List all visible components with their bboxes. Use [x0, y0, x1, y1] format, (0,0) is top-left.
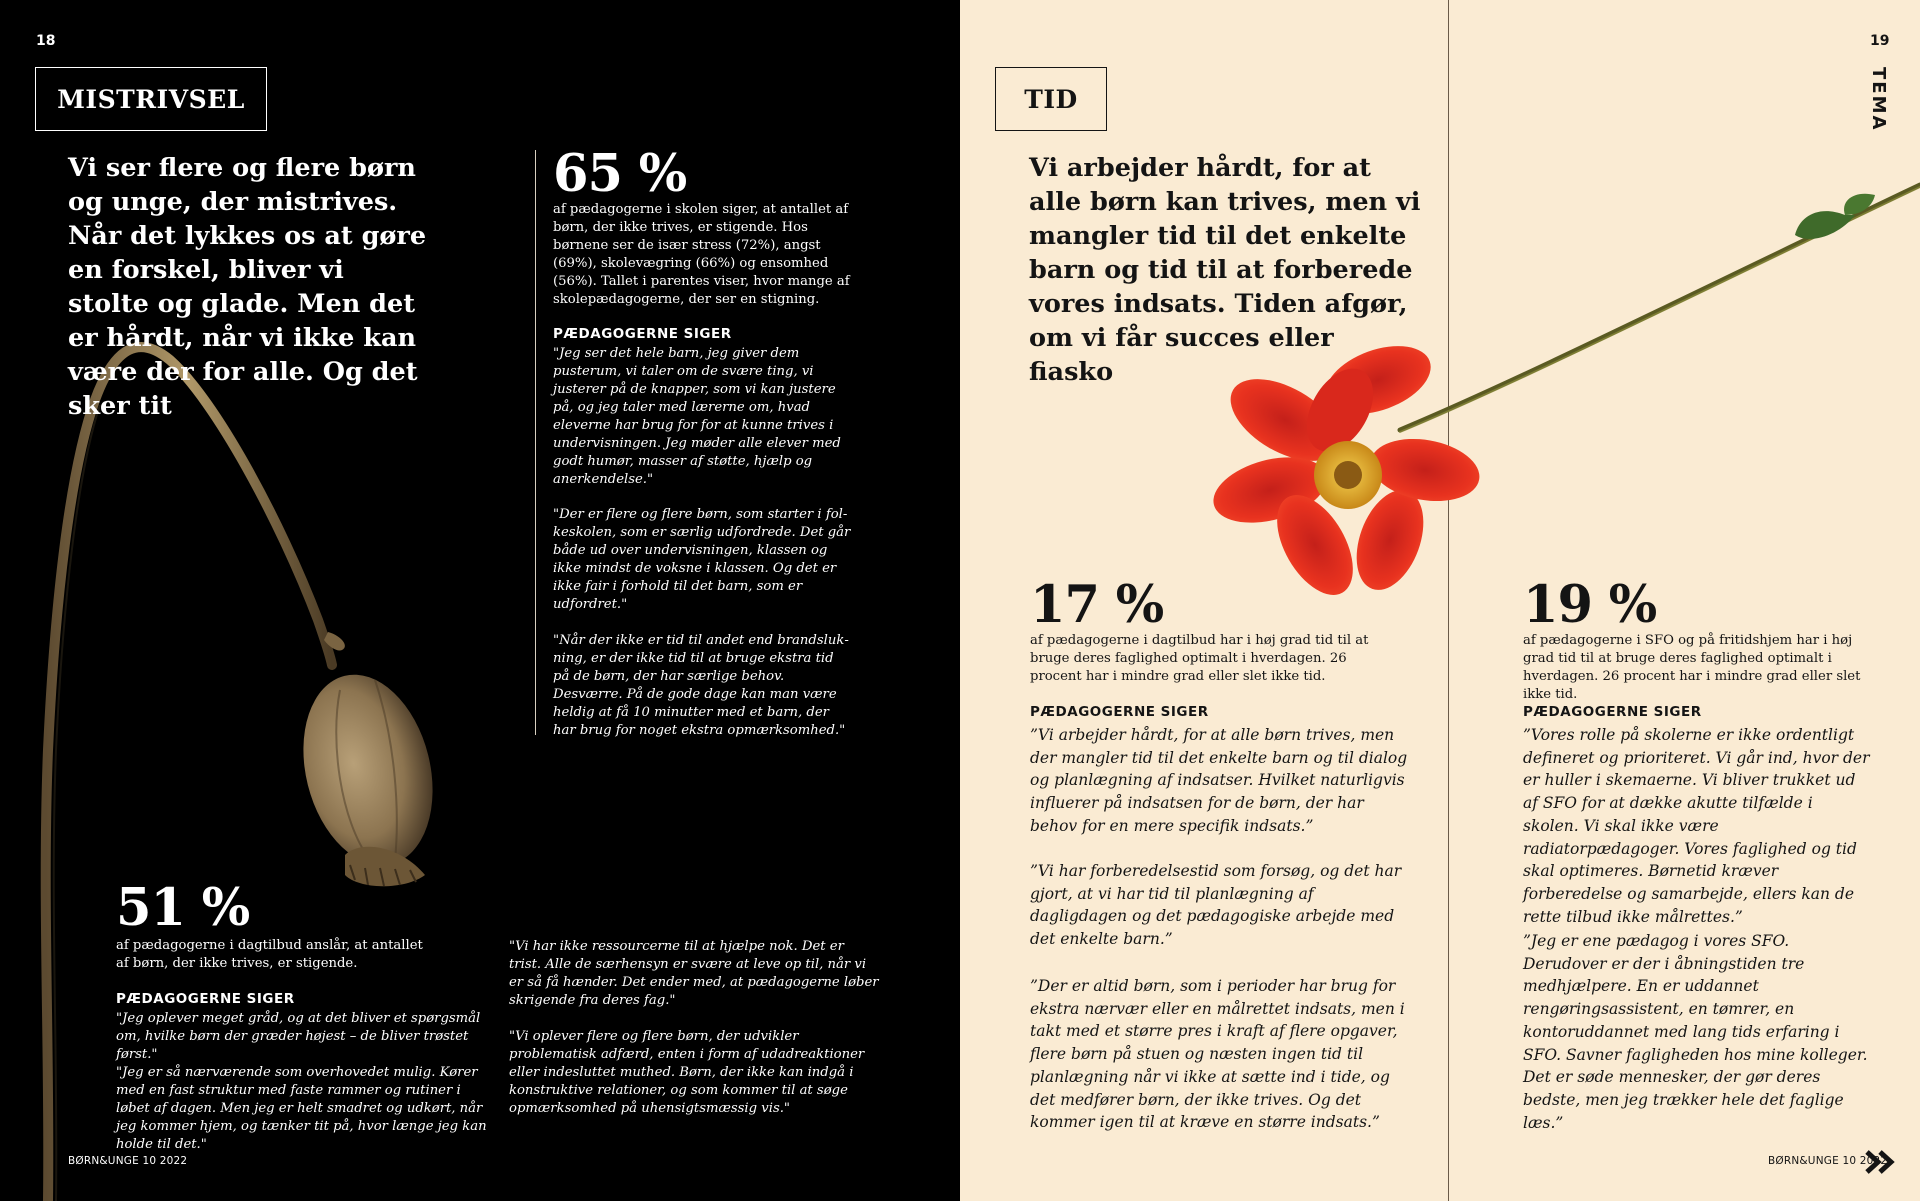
- stat-51-description: af pædagogerne i dagtilbud anslår, at antallet af børn, der ikke trives, er stigende.: [116, 938, 423, 971]
- stat-19-label: PÆDAGOGERNE SIGER: [1523, 704, 1702, 720]
- column-divider: [535, 150, 536, 735]
- stat-65-quote-2: "Der er flere og flere børn, som starter i folkeskolen, som er særlig udfordrede. Det går både ud over undervisningen, klassen og ikke mindst de voksne i klassen. Og det er ikke fair i forhold til det barn, som er udfordret.": [553, 507, 851, 612]
- stat-19-description: af pædagogerne i SFO og på fritidshjem har i høj grad tid til at bruge deres faglighed optimalt i hverdagen. 26 procent har i mindre grad eller slet ikke tid.: [1523, 633, 1861, 702]
- stat-51-value: 51 %: [116, 878, 250, 938]
- footer-magazine: BØRN&UNGE 10 2022: [68, 1155, 188, 1167]
- stat-19-value: 19 %: [1523, 575, 1657, 635]
- next-page-arrow-icon[interactable]: [1865, 1150, 1897, 1174]
- stat-17-label: PÆDAGOGERNE SIGER: [1030, 704, 1209, 720]
- stat-17-quote-3: ”Der er altid børn, som i perioder har brug for ekstra nærvær eller en målrettet indsats, men i takt med et større pres i kraft af flere opgaver, flere børn på stuen og næsten ingen tid til planlægning når vi ikke at sætte ind i tide, og det medfører børn, der ikke trives. Og det kommer igen til at kræve en større indsats.”: [1030, 977, 1405, 1132]
- extra-quote-1: "Vi har ikke ressourcerne til at hjælpe nok. Det er trist. Alle de særhensyn er svære at leve op til, når vi er så få hænder. Det ender med, at pædagogerne løber skrigende fra deres fag.": [509, 939, 879, 1008]
- stat-17-quote-1: ”Vi arbejder hårdt, for at alle børn trives, men der mangler tid til det enkelte barn og til dialog og planlægning af indsatser. Hvilket naturligvis influerer på indsatsen for de børn, der har behov for en mere specifik indsats.”: [1030, 726, 1408, 835]
- stat-65-quote-1: "Jeg ser det hele barn, jeg giver dem pusterum, vi taler om de svære ting, vi justerer på de knapper, som vi kan justere på, og jeg taler med lærerne om, hvad eleverne har brug for for at kunne trives i undervisningen. Jeg møder alle elever med godt humør, masser af støtte, hjælp og anerkendelse.": [553, 346, 841, 487]
- stat-19-quote-2: ”Jeg er ene pædagog i vores SFO. Derudover er der i åbningstiden tre medhjælpere. En er uddannet rengøringsassistent, en tømrer, en kontoruddannet med lang tids erfaring i SFO. Savner fagligheden hos mine kolleger. Det er søde mennesker, der gør deres bedste, men jeg trækker hele det faglige læs.”: [1523, 932, 1868, 1132]
- stat-65-quote-3: "Når der ikke er tid til andet end brandslukning, er der ikke tid til at bruge ekstra tid på de børn, der har særlige behov. Desværre. På de gode dage kan man være heldig at få 10 minutter med et barn, der har brug for noget ekstra opmærksomhed.": [553, 633, 849, 738]
- page-number: 18: [36, 33, 56, 49]
- section-title: MISTRIVSEL: [35, 67, 267, 131]
- extra-quote-2: "Vi oplever flere og flere børn, der udvikler problematisk adfærd, enten i form af udadreaktioner eller indesluttet muthed. Børn, der ikke kan indgå i konstruktive relationer, og som kommer til at søge opmærksomhed på uhensigtsmæssig vis.": [509, 1029, 865, 1116]
- right-page: [960, 0, 1920, 1201]
- stat-65-value: 65 %: [553, 144, 687, 204]
- page-number: 19: [1870, 33, 1890, 49]
- stat-17-value: 17 %: [1030, 575, 1164, 635]
- stat-65-description: af pædagogerne i skolen siger, at antallet af børn, der ikke trives, er stigende. Hos børnene ser de især stress (72%), angst (69%), skolevægring (66%) og ensomhed (56%). Tallet i parentes viser, hvor mange af skolepædagogerne, der ser en stigning.: [553, 202, 850, 307]
- stat-51-quote-1: "Jeg oplever meget gråd, og at det bliver et spørgsmål om, hvilke børn der græder højest – de bliver trøstet først.": [116, 1011, 481, 1062]
- stat-51-quote-2: "Jeg er så nærværende som overhovedet mulig. Kører med en fast struktur med faste rammer og rutiner i løbet af dagen. Men jeg er helt smadret og udkørt, når jeg kommer hjem, og tænker tit på, hvor længe jeg kan holde til det.": [116, 1065, 487, 1152]
- stat-65-label: PÆDAGOGERNE SIGER: [553, 326, 732, 342]
- section-label-vertical: TEMA: [1868, 67, 1889, 132]
- stat-17-quote-2: ”Vi har forberedelsestid som forsøg, og det har gjort, at vi har tid til planlægning af dagligdagen og det pædagogiske arbejde med det enkelte barn.”: [1030, 862, 1402, 949]
- stat-19-quote-1: ”Vores rolle på skolerne er ikke ordentligt defineret og prioriteret. Vi går ind, hvor der er huller i skemaerne. Vi bliver trukket ud af SFO for at dække akutte tilfælde i skolen. Vi skal ikke være radiatorpædagoger. Vores faglighed og tid skal optimeres. Børnetid kræver forberedelse og samarbejde, ellers kan de rette tilbud ikke målrettes.”: [1523, 726, 1870, 926]
- headline: Vi arbejder hårdt, for at alle børn kan trives, men vi mangler tid til det enkelte barn og tid til at forberede vores indsats. Tiden afgør, om vi får succes eller fiasko: [1029, 153, 1421, 387]
- footer-magazine: BØRN&UNGE 10 2022: [1768, 1155, 1888, 1167]
- headline: Vi ser flere og flere børn og unge, der mistrives. Når det lykkes os at gøre en forskel, bliver vi stolte og glade. Men det er hårdt, når vi ikke kan være der for alle. Og det sker tit: [68, 153, 427, 421]
- stat-51-label: PÆDAGOGERNE SIGER: [116, 991, 295, 1007]
- section-title: TID: [995, 67, 1107, 131]
- stat-17-description: af pædagogerne i dagtilbud har i høj grad tid til at bruge deres faglighed optimalt i hverdagen. 26 procent har i mindre grad eller slet ikke tid.: [1030, 633, 1369, 684]
